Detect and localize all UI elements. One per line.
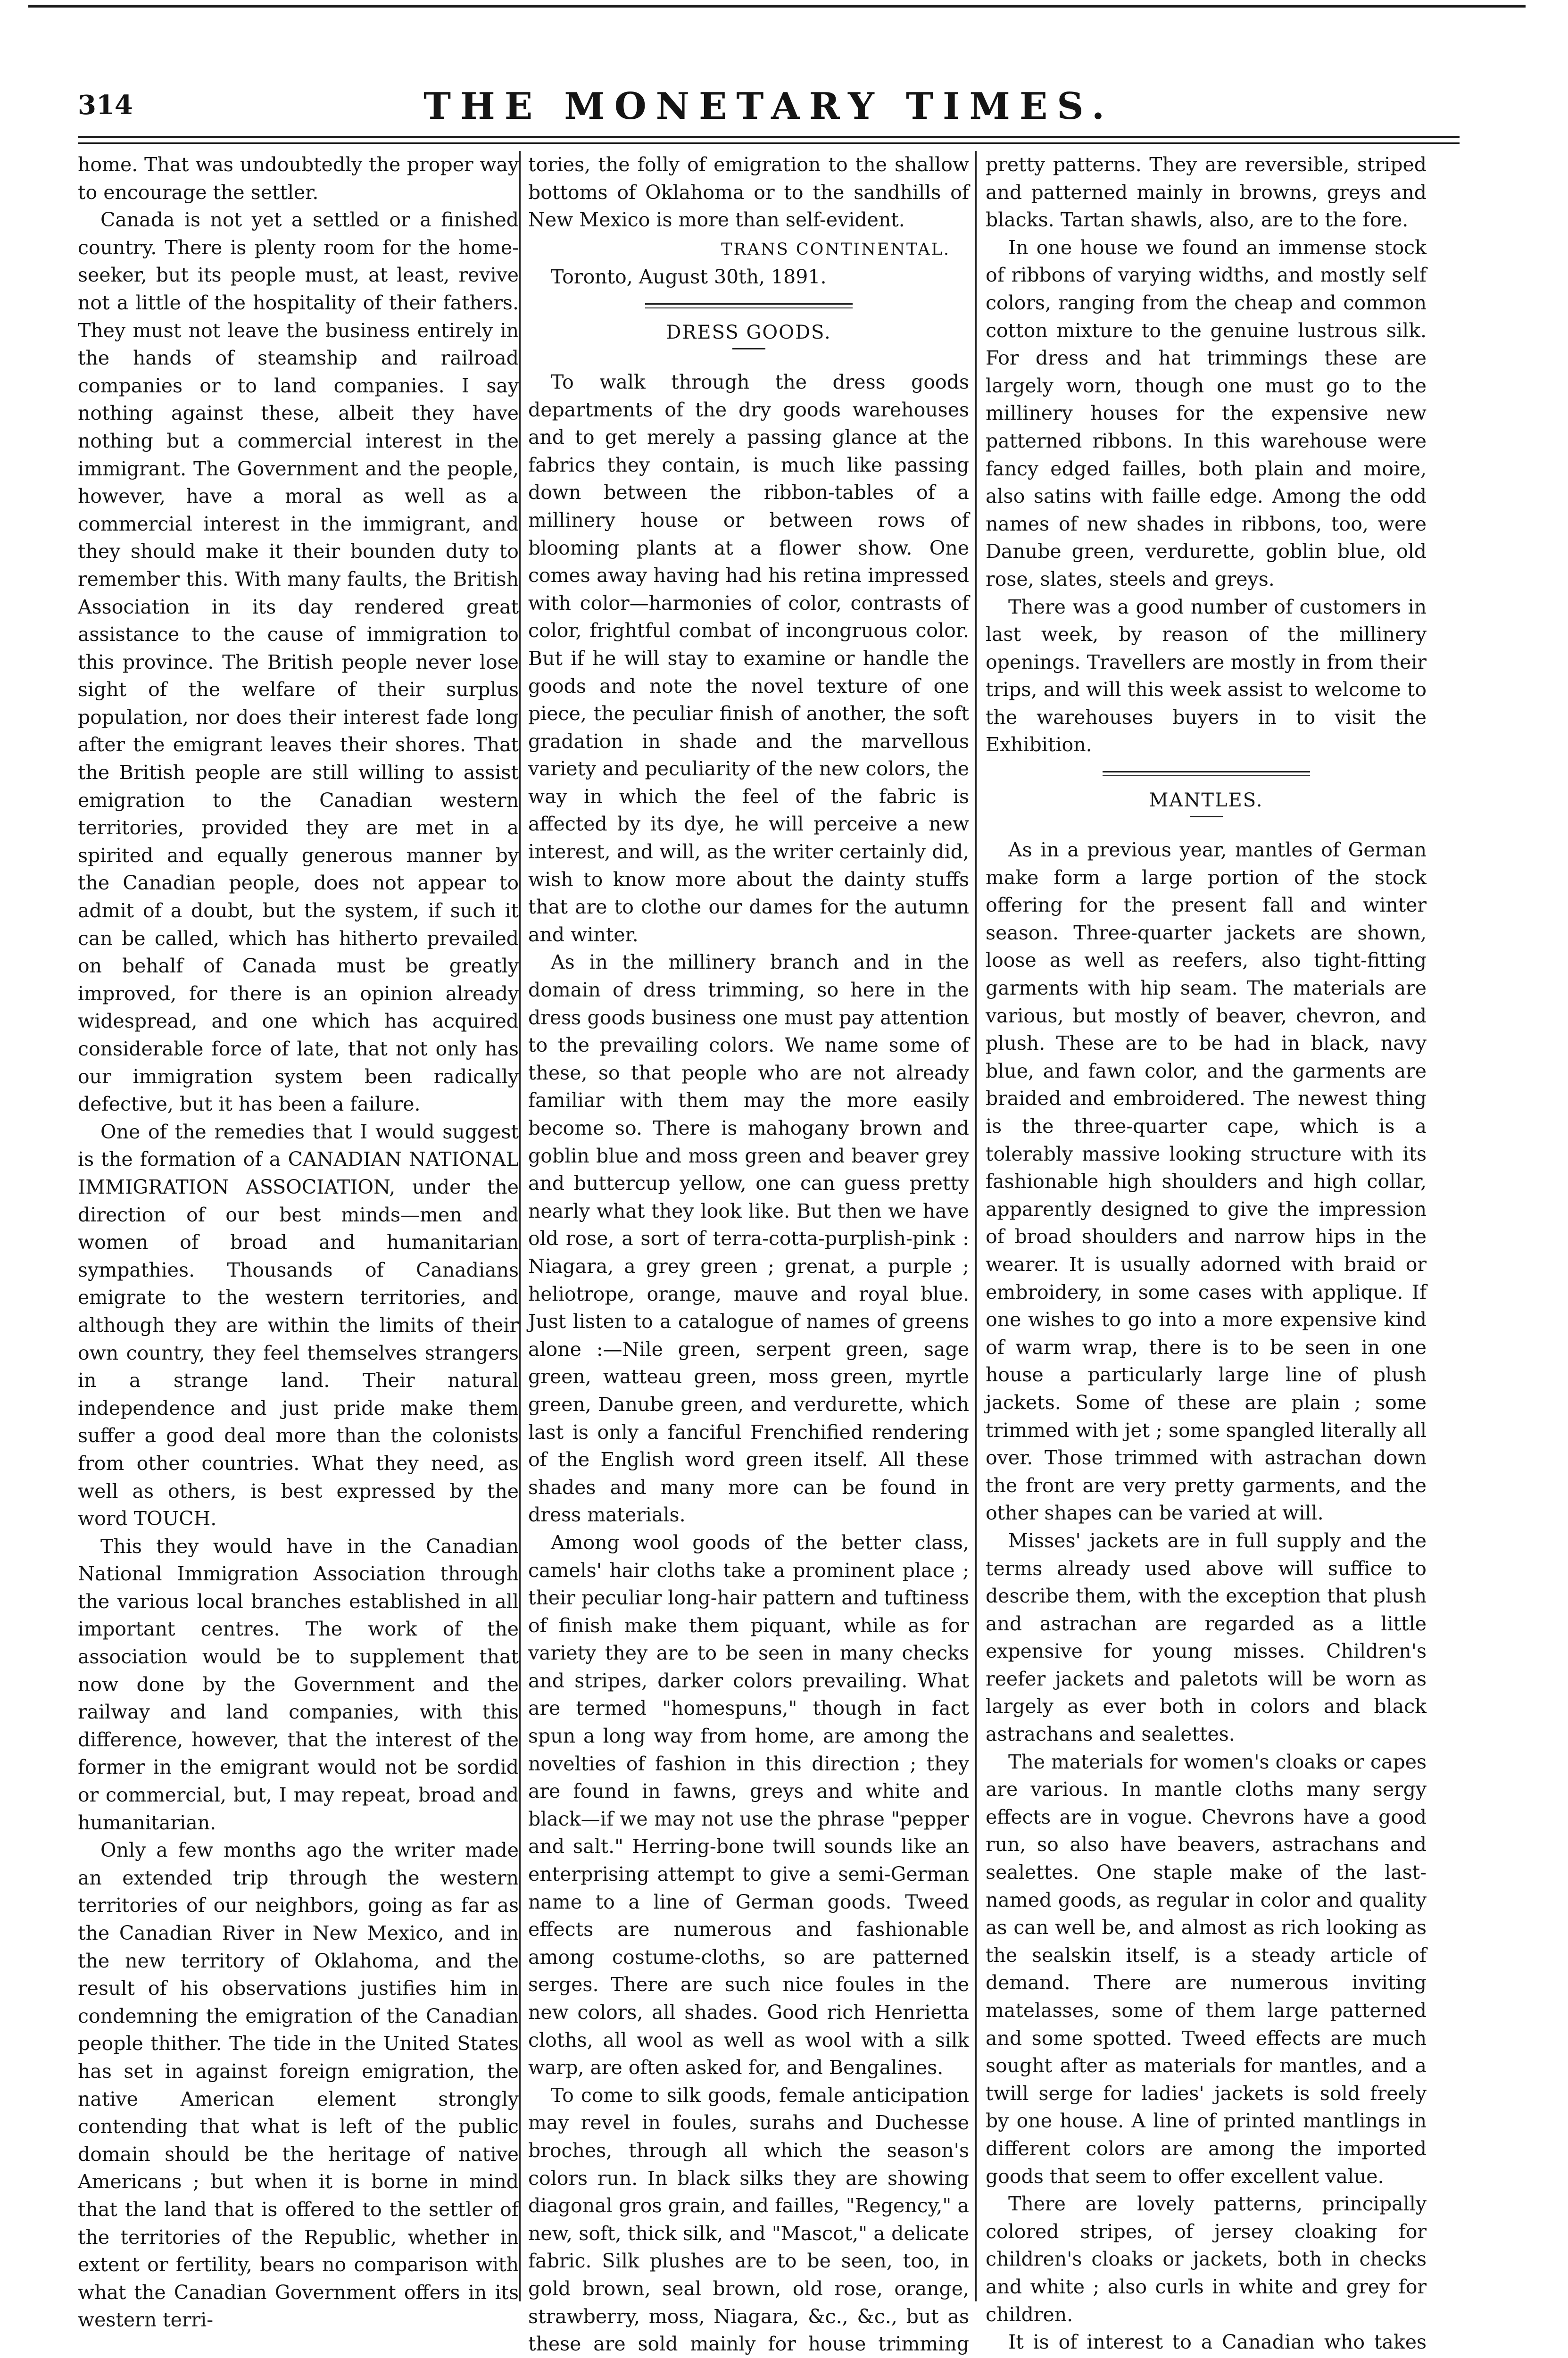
paragraph: To walk through the dress goods departments of the dry goods warehouses and to get merely a passing glance at the fabrics they contain, is much like passing down between the ribbon-tables of a millinery house or between rows of blooming plants at a flower show. One comes away having had his retina impressed with color—harmonies of color, contrasts of color, frightful combat of incongruous color. But if he will stay to examine or handle the goods and note the novel texture of one piece, the peculiar finish of another, the soft gradation in shade and the marvellous variety and peculiarity of the new colors, the way in which the feel of the fabric is affected by its dye, he will perceive a new interest, and will, as the writer certainly did, wish to know more about the dainty stuffs that are to clothe our dames for the autumn and winter. [528,370,969,946]
dateline: Toronto, August 30th, 1891. [551,266,827,289]
paragraph: As in a previous year, mantles of German make form a large portion of the stock offering for the present fall and winter season. Three-quarter jackets are shown, loose as well as reefers, also tight-fitting garments with hip seam. The materials are various, but mostly of beaver, chevron, and plush. These are to be had in black, navy blue, and fawn color, and the garments are braided and embroidered. The newest thing is the three-quarter cape, which is a tolerably massive looking structure with its fashionable high shoulders and high collar, apparently designed to give the impression of broad shoulders and narrow hips in the wearer. It is usually adorned with braid or embroidery, in some cases with applique. If one wishes to go into a more expensive kind of warm wrap, there is to be seen in one house a particularly large line of plush jackets. Some of these are plain ; some trimmed with jet ; some spangled literally all over. Those trimmed with astrachan down the front are very pretty garments, and the other shapes can be varied at will. [986,839,1427,1525]
paragraph: tories, the folly of emigration to the shallow bottoms of Oklahoma or to the sandhills of New Mexico is more than self-evident. [528,153,969,232]
paragraph: There are lovely patterns, principally colored stripes, of jersey cloaking for children's cloaks or jackets, both in checks and white ; also curls in white and grey for children. [986,2192,1427,2326]
paragraph: Misses' jackets are in full supply and the terms already used above will suffice to describe them, with the exception that plush and astrachan are regarded as a little expensive for young misses. Children's reefer jackets and paletots will be worn as largely as ever both in colors and black astrachans and sealettes. [986,1529,1427,1746]
paragraph: One of the remedies that I would suggest is the formation of a CANADIAN NATIONAL IMMIGRATION ASSOCIATION, under the direction of our best minds—men and women of broad and humanitarian sympathies. Thousands of Canadians emigrate to the western territories, and although they are within the limits of their own country, they feel themselves strangers in a strange land. Their natural independence and just pride make them suffer a good deal more than the colonists from other countries. What they need, as well as others, is best expressed by the word TOUCH. [78,1120,519,1530]
column-1 [78,151,519,2332]
paragraph: As in the millinery branch and in the domain of dress trimming, so here in the dress goods business one must pay attention to the prevailing colors. We name some of these, so that people who are not already familiar with them may the more easily become so. There is mahogany brown and goblin blue and moss green and beaver grey and buttercup yellow, one can guess pretty nearly what they look like. But then we have old rose, a sort of terra-cotta-purplish-pink : Niagara, a grey green ; grenat, a purple ; heliotrope, orange, mauve and royal blue. Just listen to a catalogue of names of greens alone :—Nile green, serpent green, sage green, watteau green, moss green, myrtle green, Danube green, and verdurette, which last is only a fanciful Frenchified rendering of the English word green itself. All these shades and many more can be found in dress materials. [528,951,969,1527]
paragraph: home. That was undoubtedly the proper way to encourage the settler. [78,153,519,204]
paragraph: There was a good number of customers in last week, by reason of the millinery openings. Travellers are mostly in from their trips, and will this week assist to welcome to the warehouses buyers in to visit the Exhibition. [986,595,1427,756]
paragraph: pretty patterns. They are reversible, striped and patterned mainly in browns, greys and blacks. Tartan shawls, also, are to the fore. [986,153,1427,232]
page-number: 314 [78,90,133,121]
top-rule [28,5,1526,8]
header-rule-thin [78,142,1460,144]
journal-title: THE MONETARY TIMES. [423,85,1114,128]
paragraph: Among wool goods of the better class, camels' hair cloths take a prominent place ; their peculiar long-hair pattern and tuftiness of finish make them piquant, while as for variety they are to be seen in many checks and stripes, darker colors prevailing. What are termed "homespuns," though in fact spun a long way from home, are among the novelties of fashion in this direction ; they are found in fawns, greys and white and black—if we may not use the phrase "pepper and salt." Herring-bone twill sounds like an enterprising attempt to give a semi-German name to a line of German goods. Tweed effects are numerous and fashionable among costume-cloths, so are patterned serges. There are such nice foules in the new colors, all shades. Good rich Henrietta cloths, all wool as well as wool with a silk warp, are often asked for, and Bengalines. [528,1531,969,2079]
page-header [78,85,1460,132]
section-rule [1103,771,1310,776]
section-short-rule [732,348,765,349]
column-3 [986,151,1427,2354]
column-divider-1 [519,151,521,2301]
header-rule-thick [78,136,1460,138]
paragraph: To come to silk goods, female anticipation may revel in foules, surahs and Duchesse broches, through all which the season's colors run. In black silks they are showing diagonal gros grain, and failles, "Regency," a new, soft, thick silk, and "Mascot," a delicate fabric. Silk plushes are to be seen, too, in gold brown, seal brown, old rose, orange, strawberry, moss, Niagara, &c., &c., but as these are sold mainly for house trimming [528,2084,969,2356]
column-divider-2 [975,151,977,2301]
section-short-rule [1190,816,1223,817]
signature: TRANS CONTINENTAL. [721,240,950,259]
section-title-dress-goods: DRESS GOODS. [666,321,831,343]
paragraph: This they would have in the Canadian National Immigration Association through the various local branches established in all important centres. The work of the association would be to supplement that now done by the Government and the railway and land companies, with this difference, however, that the interest of the former in the emigrant would not be sordid or commercial, but, I may repeat, broad and humanitarian. [78,1535,519,1834]
paragraph: Canada is not yet a settled or a finished country. There is plenty room for the home-seeker, but its people must, at least, revive not a little of the hospitality of their fathers. They must not leave the business entirely in the hands of steamship and railroad companies or to land companies. I say nothing against these, albeit they have nothing but a commercial interest in the immigrant. The Government and the people, however, have a moral as well as a commercial interest in the immigrant, and they should make it their bounden duty to remember this. With many faults, the British Association in its day rendered great assistance to the cause of immigration to this province. The British people never lose sight of the welfare of their surplus population, nor does their interest fade long after the emigrant leaves their shores. That the British people are still willing to assist emigration to the Canadian western territories, provided they are met in a spirited and equally generous manner by the Canadian people, does not appear to admit of a doubt, but the system, if such it can be called, which has hitherto prevailed on behalf of Canada must be greatly improved, for there is an opinion already widespread, and one which has acquired considerable force of late, that not only has our immigration system been radically defective, but it has been a failure. [78,208,519,1116]
paragraph: The materials for women's cloaks or capes are various. In mantle cloths many sergy effects are in vogue. Chevrons have a good run, so also have beavers, astrachans and sealettes. One staple make of the last-named goods, as regular in color and quality as can well be, and almost as rich looking as the sealskin itself, is a steady article of demand. There are numerous inviting matelasses, some of them large patterned and some spotted. Tweed effects are much sought after as materials for mantles, and a twill serge for ladies' jackets is sold freely by one house. A line of printed mantlings in different colors are among the imported goods that seem to offer excellent value. [986,1750,1427,2188]
column-2 [528,151,969,2356]
paragraph: It is of interest to a Canadian who takes [1008,2331,1427,2354]
paragraph: In one house we found an immense stock of ribbons of varying widths, and mostly self colors, ranging from the cheap and common cotton mixture to the genuine lustrous silk. For dress and hat trimmings these are largely worn, though one must go to the millinery houses for the expensive new patterned ribbons. In this warehouse were fancy edged failles, both plain and moire, also satins with faille edge. Among the odd names of new shades in ribbons, too, were Danube green, verdurette, goblin blue, old rose, slates, steels and greys. [986,236,1427,590]
section-rule [645,303,853,308]
section-title-mantles: MANTLES. [1149,789,1263,812]
paragraph: Only a few months ago the writer made an extended trip through the western territories of our neighbors, going as far as the Canadian River in New Mexico, and in the new territory of Oklahoma, and the result of his observations justifies him in condemning the emigration of the Canadian people thither. The tide in the United States has set in against foreign emigration, the native American element strongly contending that what is left of the public domain should be the heritage of native Americans ; but when it is borne in mind that the land that is offered to the settler of the territories of the Republic, whether in extent or fertility, bears no comparison with what the Canadian Government offers in its western terri- [78,1839,519,2332]
